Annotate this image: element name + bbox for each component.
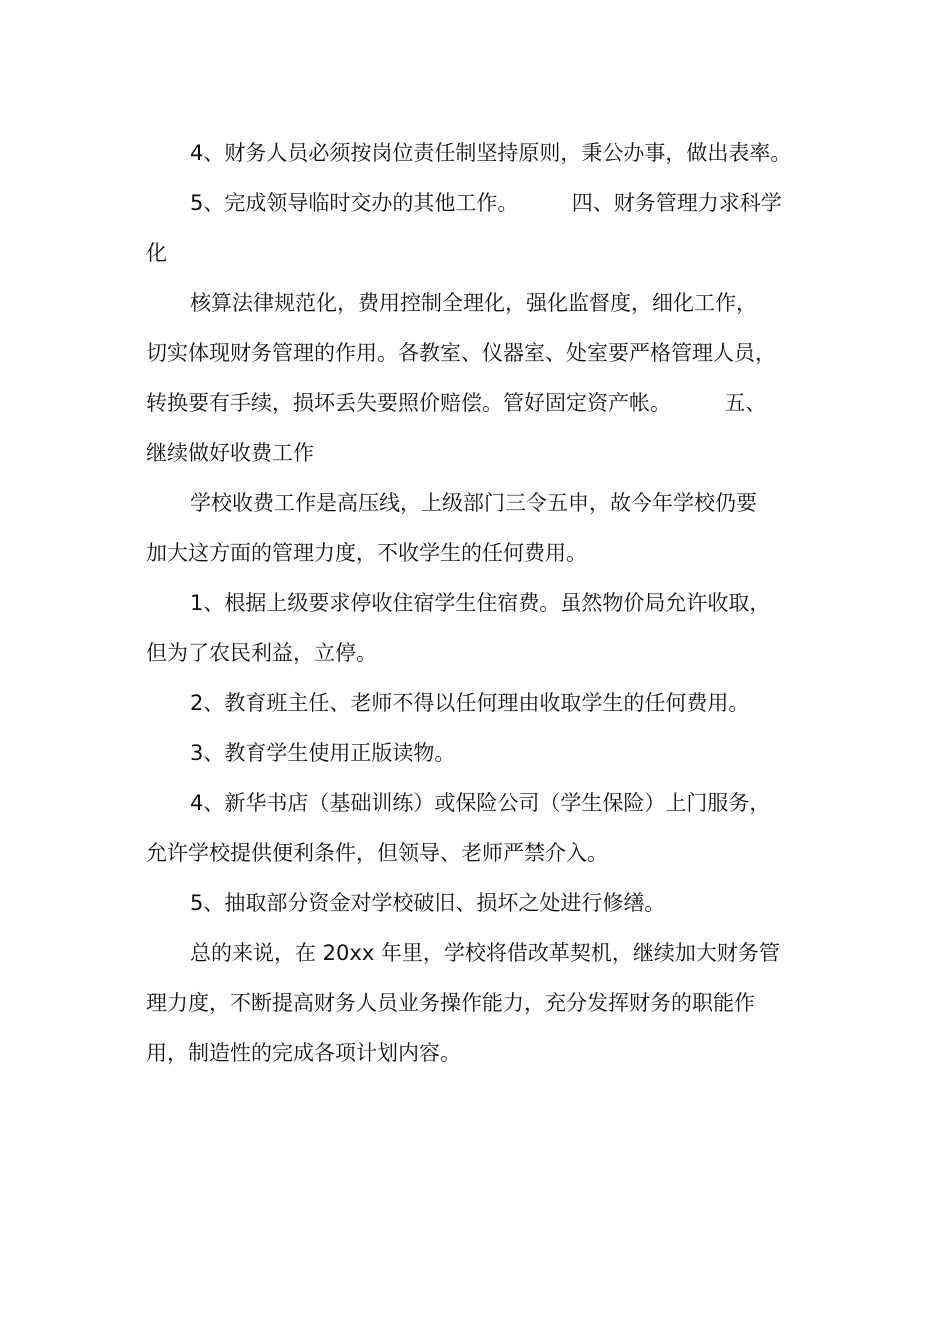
text-line: 4、财务人员必须按岗位责任制坚持原则，秉公办事，做出表率。 xyxy=(190,141,792,165)
text-line: 4、新华书店（基础训练）或保险公司（学生保险）上门服务， xyxy=(190,791,771,815)
text-line: 继续做好收费工作 xyxy=(146,441,314,465)
text-line: 加大这方面的管理力度，不收学生的任何费用。 xyxy=(146,541,587,565)
text-line: 学校收费工作是高压线，上级部门三令五申，故今年学校仍要 xyxy=(190,491,757,515)
document-body xyxy=(146,128,826,1078)
text-line: 2、教育班主任、老师不得以任何理由收取学生的任何费用。 xyxy=(190,691,750,715)
text-line: 但为了农民利益，立停。 xyxy=(146,641,377,665)
text-line: 5、抽取部分资金对学校破旧、损坏之处进行修缮。 xyxy=(190,891,666,915)
text-line: 1、根据上级要求停收住宿学生住宿费。虽然物价局允许收取， xyxy=(190,591,771,615)
text-line: 理力度，不断提高财务人员业务操作能力，充分发挥财务的职能作 xyxy=(146,991,755,1015)
text-line: 化 xyxy=(146,241,167,265)
text-line: 核算法律规范化，费用控制全理化，强化监督度，细化工作， xyxy=(190,291,757,315)
text-line: 转换要有手续，损坏丢失要照价赔偿。管好固定资产帐。 五、 xyxy=(146,391,767,415)
text-line: 允许学校提供便利条件，但领导、老师严禁介入。 xyxy=(146,841,608,865)
text-line: 切实体现财务管理的作用。各教室、仪器室、处室要严格管理人员， xyxy=(146,341,776,365)
text-line: 总的来说，在 20xx 年里，学校将借改革契机，继续加大财务管 xyxy=(190,941,780,965)
text-line: 用，制造性的完成各项计划内容。 xyxy=(146,1041,461,1065)
text-line: 3、教育学生使用正版读物。 xyxy=(190,741,456,765)
text-line: 5、完成领导临时交办的其他工作。 四、财务管理力求科学 xyxy=(190,191,782,215)
